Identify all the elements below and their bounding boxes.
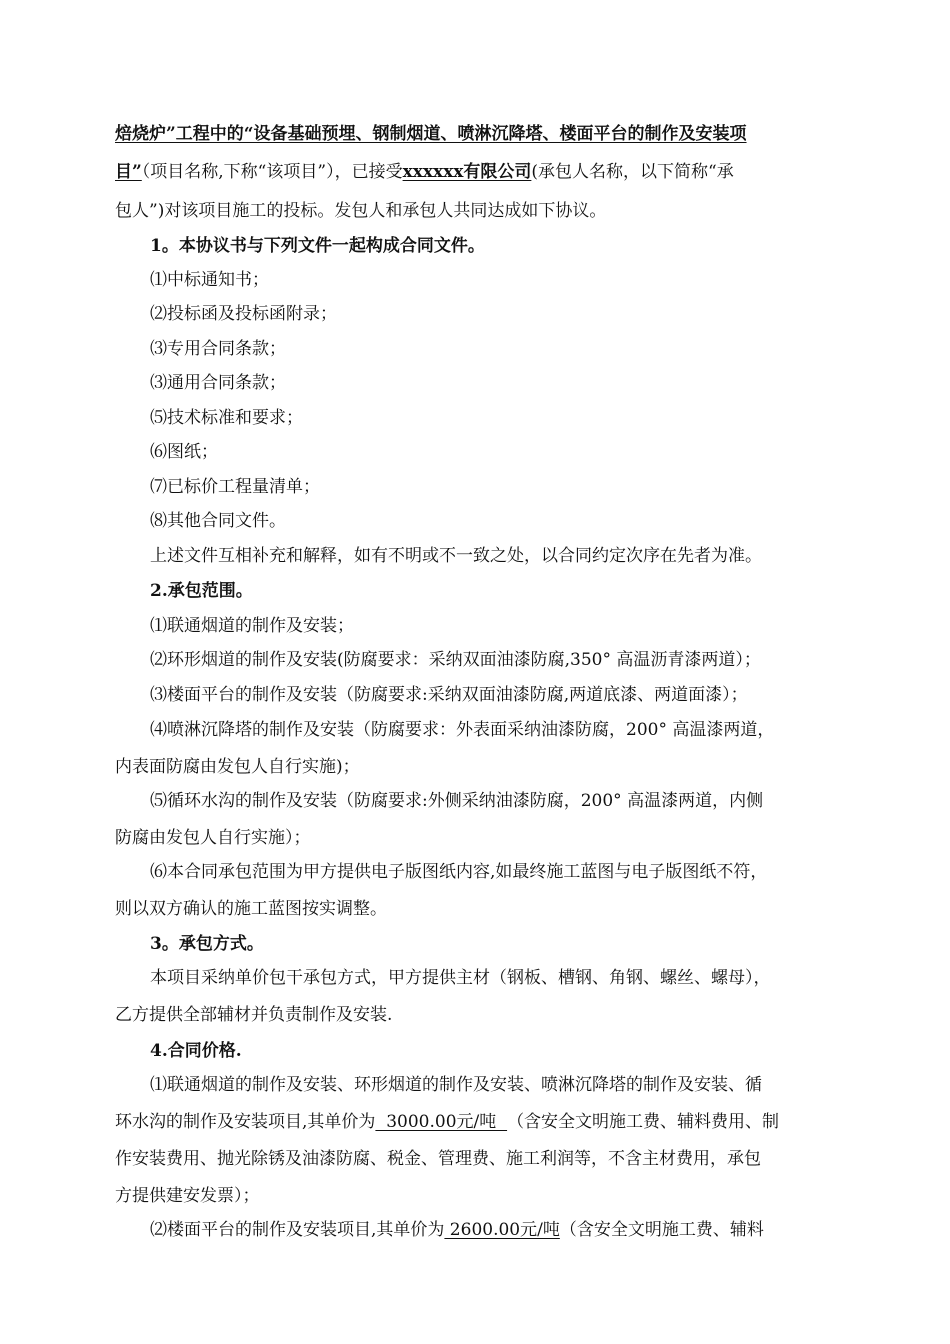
section-2-item-1: ⑴联通烟道的制作及安装； bbox=[150, 616, 354, 636]
price-intro: 环水沟的制作及安装项目,其单价为 bbox=[115, 1112, 376, 1132]
section-1-item: ⑺已标价工程量清单； bbox=[150, 477, 320, 497]
section-4-item-1-cont: 作安装费用、抛光除锈及油漆防腐、税金、管理费、施工利润等，不含主材费用，承包 bbox=[115, 1149, 761, 1169]
section-4-heading: 4.合同价格. bbox=[150, 1041, 242, 1061]
section-2-item-4-cont: 内表面防腐由发包人自行实施)； bbox=[115, 757, 360, 777]
intro-line-2 bbox=[115, 160, 950, 184]
section-1-item: ⑶通用合同条款； bbox=[150, 373, 286, 393]
intro-line-3: 包人”)对该项目施工的投标。发包人和承包人共同达成如下协议。 bbox=[115, 201, 607, 221]
price-note: （含安全文明施工费、辅料 bbox=[559, 1220, 764, 1240]
unit-price-1: 3000.00元/吨 bbox=[375, 1112, 508, 1132]
section-2-item-6-cont: 则以双方确认的施工蓝图按实调整。 bbox=[115, 899, 387, 919]
section-1-item: ⑹图纸； bbox=[150, 442, 218, 462]
section-2-item-5-cont: 防腐由发包人自行实施）； bbox=[115, 828, 311, 848]
section-4-item-1-cont bbox=[115, 1110, 950, 1134]
section-2-item-2: ⑵环形烟道的制作及安装(防腐要求：采纳双面油漆防腐,350° 高温沥青漆两道）； bbox=[150, 650, 761, 670]
section-3-line-2: 乙方提供全部辅材并负责制作及安装. bbox=[115, 1005, 393, 1025]
section-1-heading: 1。本协议书与下列文件一起构成合同文件。 bbox=[150, 236, 485, 256]
intro-text-a: （项目名称,下称“该项目”），已接受 bbox=[141, 162, 403, 182]
section-2-heading: 2.承包范围。 bbox=[150, 581, 253, 601]
price-intro: ⑵楼面平台的制作及安装项目,其单价为 bbox=[150, 1220, 445, 1240]
section-3-heading: 3。承包方式。 bbox=[150, 934, 264, 954]
section-4-item-1-cont: 方提供建安发票）； bbox=[115, 1186, 260, 1206]
section-3-line-1: 本项目采纳单价包干承包方式，甲方提供主材（钢板、槽钢、角钢、螺丝、螺母）， bbox=[150, 968, 771, 988]
intro-line-1 bbox=[115, 122, 950, 146]
section-4-item-2 bbox=[150, 1218, 950, 1242]
section-1-item: ⑻其他合同文件。 bbox=[150, 511, 286, 531]
section-2-item-4: ⑷喷淋沉降塔的制作及安装（防腐要求：外表面采纳油漆防腐，200° 高温漆两道， bbox=[150, 720, 775, 740]
intro-text-b: (承包人名称，以下简称“承 bbox=[531, 162, 734, 182]
project-name: 焙烧炉”工程中的“设备基础预埋、钢制烟道、喷淋沉降塔、楼面平台的制作及安装项 bbox=[115, 124, 747, 144]
section-1-item: ⑶专用合同条款； bbox=[150, 339, 286, 359]
section-4-item-1: ⑴联通烟道的制作及安装、环形烟道的制作及安装、喷淋沉降塔的制作及安装、循 bbox=[150, 1075, 762, 1095]
contractor-name: xxxxxx有限公司 bbox=[402, 162, 532, 182]
section-2-item-3: ⑶楼面平台的制作及安装（防腐要求:采纳双面油漆防腐,两道底漆、两道面漆）； bbox=[150, 685, 748, 705]
project-name-end: 目” bbox=[115, 162, 142, 182]
unit-price-2: 2600.00元/吨 bbox=[444, 1220, 560, 1240]
section-1-note: 上述文件互相补充和解释，如有不明或不一致之处，以合同约定次序在先者为准。 bbox=[150, 546, 762, 566]
section-2-item-5: ⑸循环水沟的制作及安装（防腐要求:外侧采纳油漆防腐，200° 高温漆两道，内侧 bbox=[150, 791, 764, 811]
section-1-item: ⑵投标函及投标函附录； bbox=[150, 304, 337, 324]
section-1-item: ⑴中标通知书； bbox=[150, 270, 269, 290]
section-1-item: ⑸技术标准和要求； bbox=[150, 408, 303, 428]
section-2-item-6: ⑹本合同承包范围为甲方提供电子版图纸内容,如最终施工蓝图与电子版图纸不符， bbox=[150, 862, 768, 882]
price-note: （含安全文明施工费、辅料费用、制 bbox=[507, 1112, 780, 1132]
